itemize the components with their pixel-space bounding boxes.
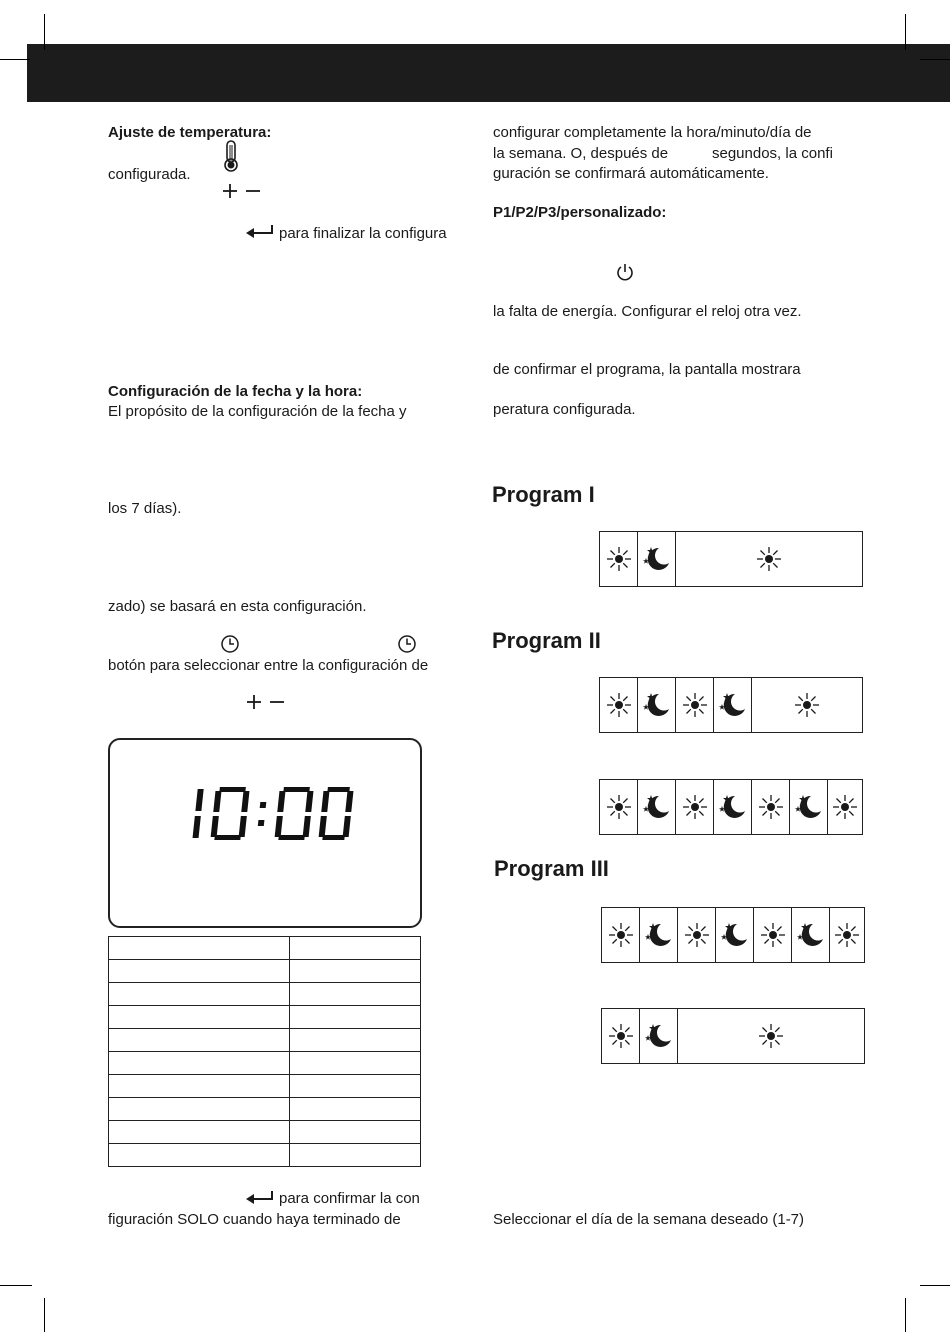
footer-seleccionar-text: Seleccionar el día de la semana deseado (1-7) xyxy=(493,1211,805,1228)
sun-icon xyxy=(676,780,714,834)
program-1-title: Program I xyxy=(492,482,595,507)
sun-icon xyxy=(830,908,864,962)
sun-icon xyxy=(676,678,714,732)
sun-icon xyxy=(752,780,790,834)
right-semana-text-b: segundos, la confi xyxy=(712,145,833,162)
sun-icon xyxy=(752,678,862,732)
crop-mark xyxy=(0,1285,32,1286)
right-peratura-text: peratura configurada. xyxy=(493,401,636,418)
right-guracion-text: guración se confirmará automáticamente. xyxy=(493,165,769,182)
sun-icon xyxy=(600,780,638,834)
table-row xyxy=(109,1098,421,1121)
sun-icon xyxy=(600,532,638,586)
thermometer-icon xyxy=(220,139,242,173)
sun-icon xyxy=(678,908,716,962)
table-row xyxy=(109,1006,421,1029)
lcd-time-digits xyxy=(180,786,355,842)
enter-arrow-icon xyxy=(245,224,275,240)
moon-stars-icon xyxy=(716,908,754,962)
right-configurar-text: configurar completamente la hora/minuto/día de xyxy=(493,124,812,141)
sun-icon xyxy=(754,908,792,962)
moon-stars-icon xyxy=(640,908,678,962)
table-row xyxy=(109,1052,421,1075)
temp-finalizar-text: para finalizar la configura xyxy=(279,225,447,242)
program-2-title: Program II xyxy=(492,628,601,653)
date-7dias-text: los 7 días). xyxy=(108,500,182,517)
settings-table xyxy=(108,936,421,1167)
crop-mark xyxy=(905,14,906,50)
date-boton-text: botón para seleccionar entre la configuración de xyxy=(108,657,429,674)
crop-mark xyxy=(44,1298,45,1332)
date-zado-text: zado) se basará en esta configuración. xyxy=(108,598,367,615)
sun-icon xyxy=(602,1009,640,1063)
enter-arrow-icon xyxy=(245,1190,275,1206)
program-2-strip-a xyxy=(599,677,863,733)
table-row xyxy=(109,937,421,960)
table-row xyxy=(109,983,421,1006)
table-row xyxy=(109,1121,421,1144)
lcd-display xyxy=(108,738,422,928)
temp-configurada-text: configurada. xyxy=(108,166,191,183)
crop-mark xyxy=(920,1285,950,1286)
sun-icon xyxy=(828,780,862,834)
program-1-strip xyxy=(599,531,863,587)
right-energia-text: la falta de energía. Configurar el reloj otra vez. xyxy=(493,303,802,320)
power-icon xyxy=(615,262,635,282)
confirm-text-2: figuración SOLO cuando haya terminado de xyxy=(108,1211,401,1228)
program-2-strip-b xyxy=(599,779,863,835)
date-time-heading: Configuración de la fecha y la hora: xyxy=(108,383,363,400)
programs-heading: P1/P2/P3/personalizado: xyxy=(493,204,667,221)
table-row xyxy=(109,1144,421,1167)
sun-icon xyxy=(602,908,640,962)
clock-icon xyxy=(220,634,240,654)
crop-mark xyxy=(920,59,950,60)
sun-icon xyxy=(676,532,862,586)
sun-icon xyxy=(600,678,638,732)
moon-stars-icon xyxy=(714,678,752,732)
confirm-text-1: para confirmar la con xyxy=(279,1190,420,1207)
moon-stars-icon xyxy=(714,780,752,834)
header-bar xyxy=(27,44,950,102)
date-proposito-text: El propósito de la configuración de la fecha y xyxy=(108,403,407,420)
crop-mark xyxy=(44,14,45,50)
table-row xyxy=(109,1029,421,1052)
program-3-strip-a xyxy=(601,907,865,963)
program-3-title: Program III xyxy=(494,856,609,881)
moon-stars-icon xyxy=(790,780,828,834)
crop-mark xyxy=(0,59,30,60)
sun-icon xyxy=(678,1009,864,1063)
crop-mark xyxy=(905,1298,906,1332)
right-semana-text-a: la semana. O, después de xyxy=(493,145,669,162)
moon-stars-icon xyxy=(792,908,830,962)
moon-stars-icon xyxy=(638,780,676,834)
clock-icon xyxy=(397,634,417,654)
plus-minus-icon xyxy=(245,693,287,711)
table-row xyxy=(109,1075,421,1098)
moon-stars-icon xyxy=(638,532,676,586)
moon-stars-icon xyxy=(638,678,676,732)
temperature-heading: Ajuste de temperatura: xyxy=(108,124,272,141)
moon-stars-icon xyxy=(640,1009,678,1063)
right-confirmar-text: de confirmar el programa, la pantalla mostrara xyxy=(493,361,801,378)
program-3-strip-b xyxy=(601,1008,865,1064)
table-row xyxy=(109,960,421,983)
plus-minus-icon xyxy=(221,182,263,200)
